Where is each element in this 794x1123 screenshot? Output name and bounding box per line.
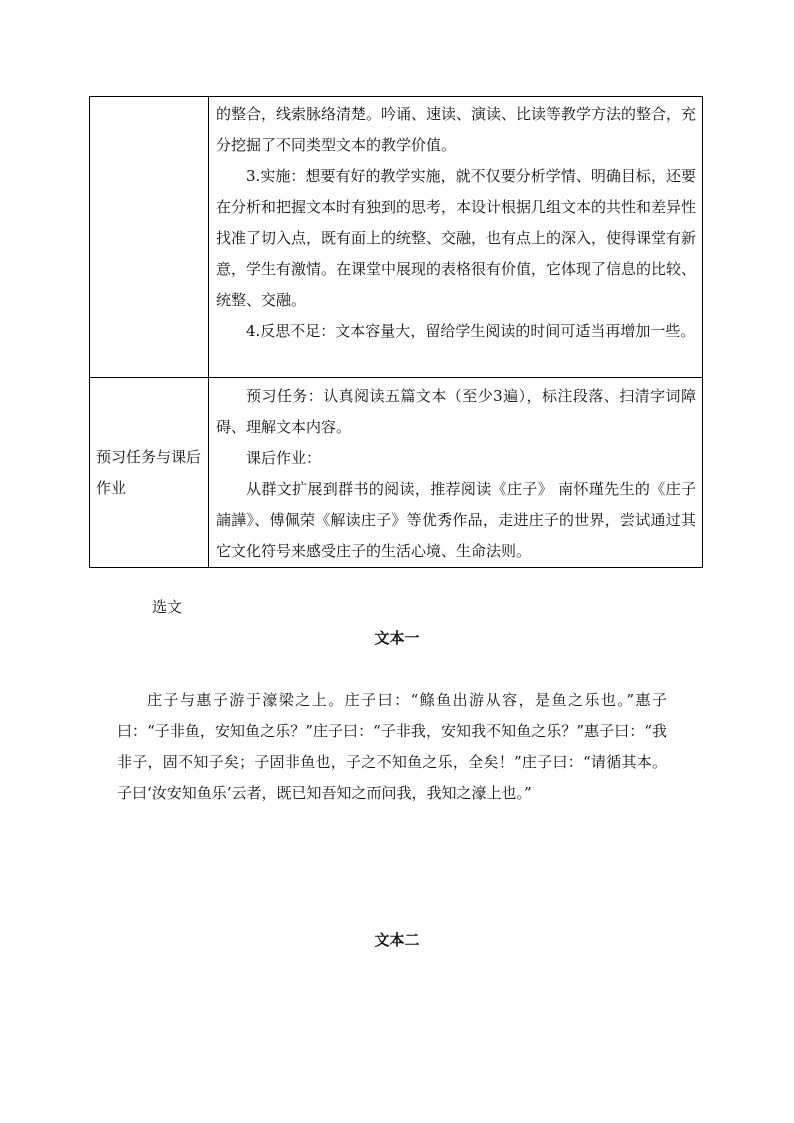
- text-one-heading: 文本一: [374, 629, 420, 647]
- reflection-content: [209, 97, 703, 378]
- paragraph: 4.反思不足：文本容量大，留给学生阅读的时间可适当再增加一些。: [246, 322, 696, 340]
- paragraph: 从群文扩展到群书的阅读，推荐阅读《庄子》 南怀瑾先生的《庄子諵譁》、傅佩荣《解读庄子》等优秀作品，走进庄子的世界，尝试通过其它文化符号来感受庄子的生活心境、生命法则。: [216, 480, 696, 560]
- paragraph: 3.实施：想要有好的教学实施，就不仅要分析学情、明确目标，还要在分析和把握文本时有独到的思考，本设计根据几组文本的共性和差异性找准了切入点，既有面上的统整、交融，也有点上的深入，使得课堂有新意，学生有激情。在课堂中展现的表格很有价值，它体现了信息的比较、统整、交融。: [216, 167, 697, 309]
- homework-content: [209, 378, 703, 568]
- paragraph: 课后作业：: [246, 449, 322, 467]
- row-label: 预习任务与课后作业: [90, 378, 209, 568]
- paragraph: 庄子与惠子游于濠梁之上。庄子曰：“鲦鱼出游从容，是鱼之乐也。”惠子曰：“子非鱼，安知鱼之乐？”庄子曰：“子非我，安知我不知鱼之乐？”惠子曰：“我非子，固不知子矣；子固非鱼也，子之不知鱼之乐，全矣！”庄子曰：“请循其本。子曰‘汝安知鱼乐’云者，既已知吾知之而问我，我知之濠上也。”: [117, 691, 667, 802]
- row-label: [90, 97, 209, 378]
- table-row: [90, 97, 703, 378]
- text-one-body: [117, 685, 667, 809]
- table-row: [90, 378, 703, 568]
- text-two-heading: 文本二: [374, 931, 420, 949]
- section-label: 选文: [152, 598, 183, 616]
- lesson-table: [89, 96, 703, 568]
- paragraph: 的整合，线索脉络清楚。吟诵、速读、演读、比读等教学方法的整合，充分挖掘了不同类型文本的教学价值。: [216, 105, 697, 154]
- paragraph: 预习任务：认真阅读五篇文本（至少3遍），标注段落、扫清字词障碍、理解文本内容。: [216, 387, 696, 436]
